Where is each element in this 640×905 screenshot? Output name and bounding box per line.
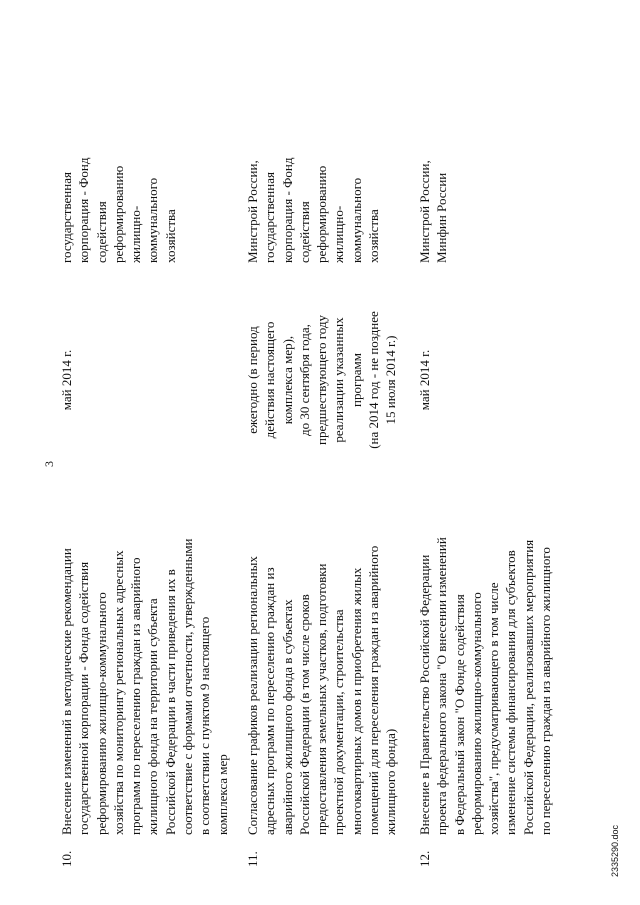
task-line: по переселению граждан из аварийного жилищного	[538, 547, 554, 835]
executor	[416, 23, 451, 263]
deadline	[244, 280, 400, 480]
task-line: комплекса мер	[214, 754, 230, 835]
executor	[58, 23, 179, 263]
task-line: многоквартирных домов и приобретения жилых	[348, 567, 364, 835]
page-number: 3	[42, 461, 56, 467]
task-line: аварийного жилищного фонда в субъектах	[279, 599, 295, 835]
task-line: Российской Федерации в части приведения их в	[162, 569, 178, 835]
task-line: жилищного фонда)	[383, 728, 399, 835]
executor-line: содействия	[296, 201, 312, 263]
task-line: адресных программ по переселению граждан из	[262, 567, 278, 835]
deadline-line: реализации указанных	[331, 317, 347, 443]
executor-line: государственная	[59, 172, 74, 263]
executor	[244, 23, 382, 263]
task-line: помещений для переселения граждан из аварийного	[366, 545, 382, 835]
executor-line: жилищно-	[331, 205, 347, 263]
task-line: изменение системы финансирования для субъектов	[503, 550, 519, 835]
executor-line: содействия	[93, 201, 109, 263]
task-text	[58, 490, 231, 835]
deadline-line: ежегодно (в период	[245, 326, 260, 434]
row-number: 12.	[417, 850, 432, 867]
deadline-line: 15 июля 2014 г.)	[383, 335, 399, 425]
deadline-line: предшествующего году	[314, 315, 330, 445]
deadline-line: до 30 сентября года,	[296, 324, 312, 436]
task-line: Российской Федерации (в том числе сроков	[296, 594, 312, 835]
task-line: Российской Федерации, реализовавших мероприятия	[520, 539, 536, 835]
task-line: реформированию жилищно-коммунального	[468, 592, 484, 835]
deadline-line: май 2014 г.	[59, 349, 74, 411]
executor-line: жилищно-	[128, 205, 144, 263]
executor-line: Минфин России	[434, 172, 450, 263]
executor-line: хозяйства	[162, 209, 178, 263]
task-line: в соответствии с пунктом 9 настоящего	[197, 616, 213, 835]
executor-line: реформированию	[110, 165, 126, 263]
row-number: 11.	[245, 851, 260, 867]
executor-line: корпорация - Фонд	[76, 157, 92, 263]
executor-line: корпорация - Фонд	[279, 157, 295, 263]
row-number: 10.	[59, 850, 74, 867]
executor-line: коммунального	[145, 177, 161, 263]
deadline	[416, 280, 433, 480]
task-line: Внесение в Правительство Российской Федерации	[417, 554, 432, 835]
task-line: в Федеральный закон "О Фонде содействия	[451, 594, 467, 835]
task-line: Внесение изменений в методические рекомендации	[59, 548, 74, 835]
task-line: Согласование графиков реализации региональных	[245, 556, 260, 835]
deadline-line: (на 2014 год - не позднее	[366, 311, 382, 449]
task-line: соответствие с формами отчетности, утвержденными	[180, 538, 196, 835]
executor-line: коммунального	[348, 177, 364, 263]
deadline	[58, 280, 75, 480]
deadline-line: действия настоящего	[262, 321, 278, 439]
document-code: 2335290.doc	[610, 824, 620, 877]
task-text	[416, 490, 554, 835]
task-line: проектной документации, строительства	[331, 609, 347, 835]
executor-line: хозяйства	[366, 209, 382, 263]
task-line: хозяйства по мониторингу региональных адресных	[110, 550, 126, 835]
executor-line: государственная	[262, 172, 278, 263]
task-line: программ по переселению граждан из аварийного	[128, 557, 144, 835]
task-line: проекта федерального закона "О внесении изменений	[434, 537, 450, 835]
executor-line: Минстрой России,	[245, 160, 260, 263]
executor-line: Минстрой России,	[417, 160, 432, 263]
deadline-line: май 2014 г.	[417, 349, 432, 411]
task-line: государственной корпорации - Фонда содействия	[76, 561, 92, 835]
deadline-line: комплекса мер),	[279, 335, 295, 425]
task-line: жилищного фонда на территории субъекта	[145, 598, 161, 835]
task-text	[244, 490, 400, 835]
executor-line: реформированию	[314, 165, 330, 263]
task-line: реформированию жилищно-коммунального	[93, 592, 109, 835]
deadline-line: программ	[348, 353, 364, 408]
task-line: хозяйства", предусматривающего в том числе	[486, 582, 502, 835]
task-line: предоставления земельных участков, подготовки	[314, 563, 330, 835]
